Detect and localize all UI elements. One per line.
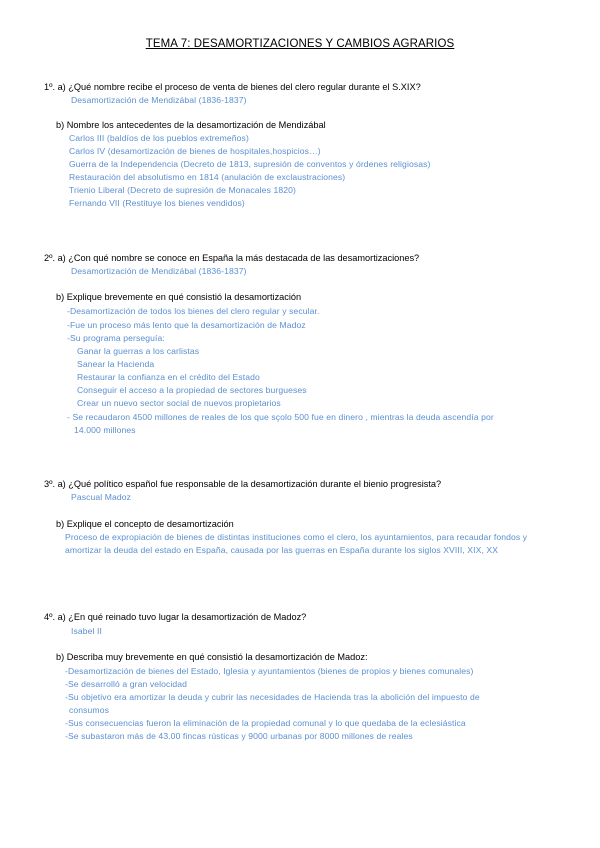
q1-b-question: b) Nombre los antecedentes de la desamortización de Mendizábal <box>56 120 326 130</box>
q4-b-answer-line: -Se desarrolló a gran velocidad <box>65 679 188 689</box>
q3-a-answer: Pascual Madoz <box>71 492 132 502</box>
q1-b-answer-line: Carlos III (baldíos de los pueblos extremeños) <box>69 133 249 143</box>
q1-a-question: 1º. a) ¿Qué nombre recibe el proceso de venta de bienes del clero regular durante el S.XIX? <box>44 82 421 92</box>
q2-b-answer-line: -Su programa perseguía: <box>67 333 165 343</box>
q4-b-question: b) Describa muy brevemente en qué consistió la desamortización de Madoz: <box>56 652 368 662</box>
q4-a-answer: Isabel II <box>71 626 102 636</box>
q1-b-answer-line: Carlos IV (desamortización de bienes de hospitales,hospicios…) <box>69 146 321 156</box>
q2-b-answer-line: Ganar la guerras a los carlistas <box>77 346 200 356</box>
q2-b-answer-line: - Se recaudaron 4500 millones de reales de los que sçolo 500 fue en dinero , mientras la deuda ascendía por <box>67 412 494 422</box>
q4-b-answer-line: -Desamortización de bienes del Estado, Iglesia y ayuntamientos (bienes de propios y bienes comunales) <box>65 666 474 676</box>
q1-b-answer-line: Fernando VII (Restituye los bienes vendidos) <box>69 198 245 208</box>
q4-b-answer-line: -Su objetivo era amortizar la deuda y cubrir las necesidades de Hacienda tras la abolición del impuesto de <box>65 692 480 702</box>
q4-b-answer-line: -Se subastaron más de 43.00 fincas rústicas y 9000 urbanas por 8000 millones de reales <box>65 731 413 741</box>
q4-b-answer-line: -Sus consecuencias fueron la eliminación de la propiedad comunal y lo que quedaba de la eclesiástica <box>65 718 466 728</box>
q1-b-answer-line: Guerra de la Independencia (Decreto de 1813, supresión de conventos y órdenes religiosas) <box>69 159 431 169</box>
q2-b-question: b) Explique brevemente en qué consistió la desamortización <box>56 292 302 302</box>
q2-a-answer: Desamortización de Mendizábal (1836-1837) <box>71 266 247 276</box>
q3-a-question: 3º. a) ¿Qué político español fue responsable de la desamortización durante el bienio progresista? <box>44 479 442 489</box>
q2-b-answer-line: Conseguir el acceso a la propiedad de sectores burgueses <box>77 385 307 395</box>
q2-b-answer-line: Crear un nuevo sector social de nuevos propietarios <box>77 398 281 408</box>
q3-b-answer: Proceso de expropiación de bienes de distintas instituciones como el clero, los ayuntamientos, para recaudar fondos y amortizar la deuda del estado en España, causada por las guerras en España durante los siglos XVIII, XIX, XX <box>65 532 528 555</box>
q4-a-question: 4º. a) ¿En qué reinado tuvo lugar la desamortización de Madoz? <box>44 612 307 622</box>
document-title: TEMA 7: DESAMORTIZACIONES Y CAMBIOS AGRARIOS <box>145 38 455 50</box>
q2-b-answer-line: 14.000 millones <box>74 425 136 435</box>
q2-b-answer-line: -Desamortización de todos los bienes del clero regular y secular. <box>67 306 320 316</box>
q2-b-answer-line: -Fue un proceso más lento que la desamortización de Madoz <box>67 320 306 330</box>
q4-b-answer-line: consumos <box>69 705 109 715</box>
q1-a-answer: Desamortización de Mendizábal (1836-1837) <box>71 95 247 105</box>
q2-b-answer-line: Restaurar la confianza en el crédito del Estado <box>77 372 260 382</box>
q2-a-question: 2º. a) ¿Con qué nombre se conoce en España la más destacada de las desamortizaciones? <box>44 253 420 263</box>
q1-b-answer-line: Restauración del absolutismo en 1814 (anulación de exclaustraciones) <box>69 172 346 182</box>
q3-b-question: b) Explique el concepto de desamortización <box>56 519 234 529</box>
q1-b-answer-line: Trienio Liberal (Decreto de supresión de Monacales 1820) <box>69 185 296 195</box>
q2-b-answer-line: Sanear la Hacienda <box>77 359 155 369</box>
